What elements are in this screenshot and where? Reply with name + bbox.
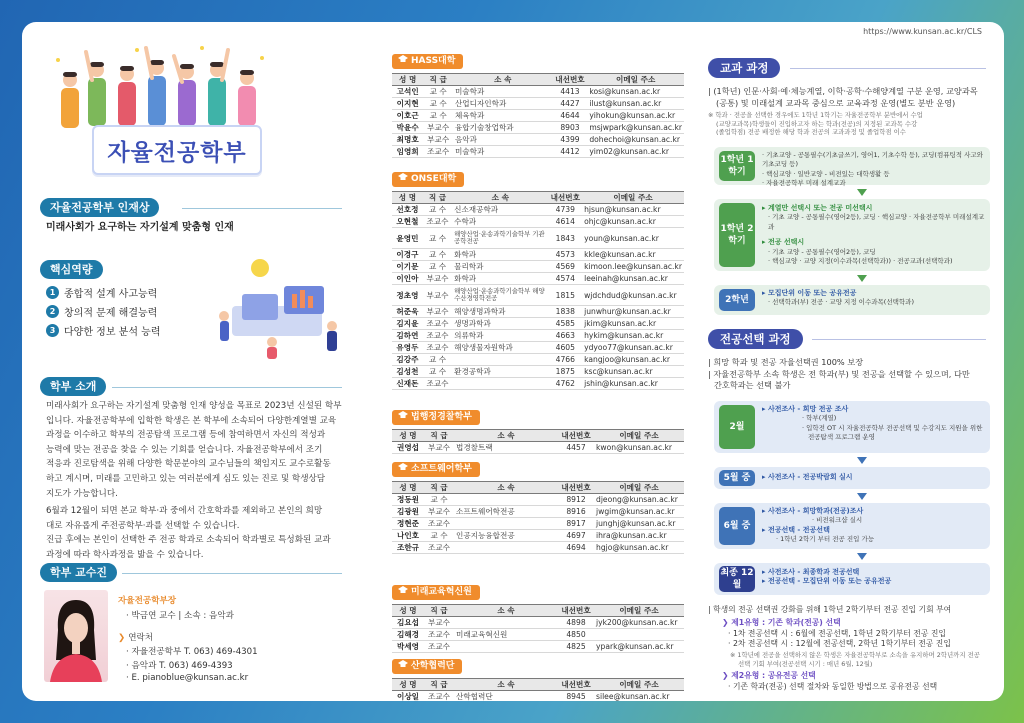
email-cell[interactable]: yim02@kunsan.ac.kr — [587, 146, 684, 158]
column-header: 이메일 주소 — [594, 605, 684, 617]
name-cell: 김강주 — [392, 354, 423, 366]
intro-paragraph: 미래사회가 요구하는 자기설계 맞춤형 인재 양성을 목표로 2023년 신설된 학부 입니다. 자율전공학부에 입학한 학생은 본 학부에 소속되어 다양한계열별 교육 과정을 이수하고 학부의 전공탐색 프로그램 등에 참여하면서 자신의 적성과 능력에 맞는 전공을 찾을 수 있는 기회를 얻습니다. 자율전공학부에서 조기 적응과 진로탐색을 위해 다양한 학문분야의 교수님들의 책임지도 교수로활동 하고 계시며, 미래를 고민하고 있는 여러분에게 심도 있는 진로 및 학생상담 지도가 가능합니다. — [46, 401, 342, 499]
ext-cell: 4605 — [548, 342, 582, 354]
research-team-illustration — [212, 256, 342, 361]
ext-cell: 4569 — [548, 261, 582, 273]
number-badge: 1 — [46, 286, 59, 299]
column-header: 이메일 주소 — [594, 430, 684, 442]
dept-cell: 생명과학과 — [452, 318, 548, 330]
stage-tag: 2학년 — [719, 289, 755, 311]
rank-cell: 부교수 — [423, 134, 453, 146]
ext-cell: 4614 — [548, 216, 582, 228]
rank-cell: 부교수 — [424, 617, 454, 629]
email-cell[interactable]: dohechoi@kunsan.ac.kr — [587, 134, 684, 146]
dept-cell: 법경찰트랙 — [454, 442, 558, 454]
faculty-table — [392, 678, 684, 701]
ext-cell: 4898 — [558, 617, 594, 629]
email-cell[interactable]: yihokun@kunsan.ac.kr — [587, 110, 684, 122]
email-cell[interactable]: silee@kunsan.ac.kr — [594, 691, 684, 702]
dept-cell — [454, 494, 558, 506]
email-cell[interactable]: kimoon.lee@kunsan.ac.kr — [582, 261, 684, 273]
major-heading: 전공선택 과정 — [708, 329, 803, 349]
rank-cell: 교 수 — [423, 366, 452, 378]
number-badge: 2 — [46, 305, 59, 318]
email-cell[interactable]: wjdchdud@kunsan.ac.kr — [582, 285, 684, 306]
ext-cell: 4663 — [548, 330, 582, 342]
major-text: | 희망 학과 및 전공 자율선택권 100% 보장 | 자율전공학부 소속 학생은 전 학과(부) 및 전공을 선택할 수 있으며, 다만 간호학과는 선택 불가 — [708, 357, 970, 390]
dept-label: HASS대학 — [392, 54, 463, 69]
rank-cell: 교 수 — [423, 98, 453, 110]
faculty-table — [392, 481, 684, 554]
name-cell: 김지윤 — [392, 318, 423, 330]
table-row — [392, 204, 684, 216]
step-tag: 6월 중 — [719, 507, 755, 545]
rank-cell: 교 수 — [423, 204, 452, 216]
dept-label: 법행정경찰학부 — [392, 410, 480, 425]
email-cell[interactable]: msjwpark@kunsan.ac.kr — [587, 122, 684, 134]
type-2: ❯ 제2유형 : 공유전공 선택 · 기존 학과(전공) 선택 절차와 동일한 방법으로 공유전공 선택 — [722, 671, 938, 691]
graduation-cap-icon — [398, 410, 408, 420]
rank-cell: 조교수 — [424, 629, 454, 641]
rank-cell: 교 수 — [424, 494, 454, 506]
left-column — [22, 22, 360, 701]
dept-cell: 해양생명과학과 — [452, 306, 548, 318]
rank-cell: 부교수 — [424, 442, 454, 454]
dept-label: ONSE대학 — [392, 172, 464, 187]
column-header: 성 명 — [392, 192, 423, 204]
prof-name: · 박금연 교수 | 소속 : 음악과 — [126, 611, 234, 621]
dept-cell: 융합기술창업학과 — [453, 122, 553, 134]
name-cell: 김성천 — [392, 366, 423, 378]
name-cell: 임영희 — [392, 146, 423, 158]
talent-text: 미래사회가 요구하는 자기설계 맞춤형 인재 — [46, 222, 234, 233]
rank-cell: 교 수 — [423, 228, 452, 249]
column-header: 내선번호 — [548, 192, 582, 204]
name-cell: 신재돈 — [392, 378, 423, 390]
table-row — [392, 228, 684, 249]
stage-tag: 1학년 2학기 — [719, 203, 755, 267]
dept-cell: 소프트웨어학전공 — [454, 506, 558, 518]
email-cell[interactable]: hjsun@kunsan.ac.kr — [582, 204, 684, 216]
table-row — [392, 530, 684, 542]
email-cell[interactable]: hykim@kunsan.ac.kr — [582, 330, 684, 342]
table-row — [392, 691, 684, 702]
dept-cell — [454, 617, 558, 629]
name-cell: 정동원 — [392, 494, 424, 506]
dept-cell: 의류학과 — [452, 330, 548, 342]
name-cell: 허준욱 — [392, 306, 423, 318]
column-header: 소 속 — [454, 605, 558, 617]
table-row — [392, 354, 684, 366]
name-cell: 나인호 — [392, 530, 424, 542]
ext-cell: 4413 — [553, 86, 588, 98]
dept-cell: 산업디자인학과 — [453, 98, 553, 110]
contact-music: · 음악과 T. 063) 469-4393 — [126, 661, 233, 671]
ext-cell: 4412 — [553, 146, 588, 158]
table-row — [392, 542, 684, 554]
divider — [790, 68, 986, 69]
ext-cell: 8917 — [558, 518, 594, 530]
divider — [122, 573, 342, 574]
rank-cell: 교 수 — [423, 261, 452, 273]
column-header: 성 명 — [392, 679, 424, 691]
rank-cell: 교 수 — [423, 354, 452, 366]
email-cell[interactable]: ohjc@kunsan.ac.kr — [582, 216, 684, 228]
table-row — [392, 641, 684, 653]
column-header: 내선번호 — [553, 74, 588, 86]
table-row — [392, 216, 684, 228]
ext-cell: 1838 — [548, 306, 582, 318]
table-row — [392, 86, 684, 98]
table-row — [392, 249, 684, 261]
column-header: 직 급 — [424, 482, 454, 494]
core-heading: 핵심역량 — [40, 260, 103, 279]
rank-cell: 조교수 — [423, 146, 453, 158]
name-cell: 조한규 — [392, 542, 424, 554]
portrait-icon — [44, 590, 108, 682]
name-cell: 정현준 — [392, 518, 424, 530]
dept-label: 미래교육혁신원 — [392, 585, 480, 600]
step-may: 5월 중 ▸ 사전조사 - 전공박람회 실시 — [714, 467, 990, 489]
ext-cell: 4762 — [548, 378, 582, 390]
graduation-cap-icon — [398, 54, 408, 64]
stage-3: 2학년 ▸ 모집단위 이동 또는 공유전공 · 선택학과(부) 전공 · 교양 지정 이수과목(선택학과) — [714, 285, 990, 315]
dept-cell: 환경공학과 — [452, 366, 548, 378]
name-cell: 박세영 — [392, 641, 424, 653]
table-row — [392, 330, 684, 342]
step-feb: 2월 ▸ 사전조사 - 희망 전공 조사 · 학부(계열) · 입학전 OT 시 자율전공학부 전공선택 및 수강지도 지원을 위한 전공탐색 프로그램 운영 — [714, 401, 990, 453]
ext-cell: 4585 — [548, 318, 582, 330]
rank-cell: 조교수 — [424, 641, 454, 653]
dept-cell: 신소재공학과 — [452, 204, 548, 216]
faculty-table — [392, 191, 684, 390]
graduation-cap-icon — [398, 585, 408, 595]
rank-cell: 조교수 — [424, 691, 454, 702]
dept-cell: 화학과 — [452, 273, 548, 285]
dept-cell: 해양산업·운송과학기술학부 해양수산경영학전공 — [452, 285, 548, 306]
name-cell: 권영섭 — [392, 442, 424, 454]
name-cell: 이기문 — [392, 261, 423, 273]
table-row — [392, 273, 684, 285]
table-row — [392, 146, 684, 158]
email-cell[interactable]: leeinah@kunsan.ac.kr — [582, 273, 684, 285]
dept-cell: 음악과 — [453, 134, 553, 146]
core-item: 2 창의적 문제 해결능력 — [46, 304, 157, 319]
column-header: 소 속 — [454, 679, 558, 691]
table-row — [392, 366, 684, 378]
ext-cell: 4457 — [558, 442, 594, 454]
curriculum-text: | (1학년) 인문·사회·예·체능계열, 이학·공학·수해양계열 구분 운영, 교양과목 (공통) 및 미래설계 교과목 중심으로 교육과정 운영(별도 분반 운영) — [708, 86, 978, 108]
email-cell[interactable]: ypark@kunsan.ac.kr — [594, 641, 684, 653]
email-cell[interactable]: ihra@kunsan.ac.kr — [594, 530, 684, 542]
divider — [812, 339, 986, 340]
name-cell: 김해경 — [392, 629, 424, 641]
dept-label: 산학협력단 — [392, 659, 462, 674]
email-cell[interactable]: kwon@kunsan.ac.kr — [594, 442, 684, 454]
ext-cell: 4766 — [548, 354, 582, 366]
arrow-down-icon — [857, 457, 867, 464]
dept-cell — [454, 641, 558, 653]
column-header: 이메일 주소 — [582, 192, 684, 204]
type-note: ※ 1학년에 전공을 선택하지 않은 학생은 자율전공학부로 소속을 유지하며 2학년까지 전공 선택 기회 부여(전공선택 시기 : 매년 6월, 12월) — [730, 651, 980, 668]
stage-1: 1학년 1학기 · 기초교양 - 공통필수(기초글쓰기, 영어1, 기초수학 등), 코딩(컴퓨팅적 사고와 기초코딩 등) · 핵심교양 · 일반교양 - 비전있는 대학생활 등 · 자율전공학부 미래 설계교과 — [714, 147, 990, 185]
ext-cell: 4574 — [548, 273, 582, 285]
column-header: 내선번호 — [558, 430, 594, 442]
table-row — [392, 134, 684, 146]
name-cell: 오현철 — [392, 216, 423, 228]
column-header: 내선번호 — [558, 482, 594, 494]
ext-cell: 4850 — [558, 629, 594, 641]
table-row — [392, 122, 684, 134]
type-1: ❯ 제1유형 : 기존 학과(전공) 선택 · 1차 전공선택 시 : 6월에 전공선택, 1학년 2학기부터 전공 진입 · 2차 전공선택 시 : 12월에 전공선택, 2학년 1학기부터 전공 진입 — [722, 618, 951, 648]
arrow-down-icon — [857, 189, 867, 196]
contact-email[interactable]: · E. pianoblue@kunsan.ac.kr — [126, 673, 249, 683]
email-cell[interactable] — [594, 629, 684, 641]
faculty-table — [392, 73, 684, 158]
dept-cell — [452, 354, 548, 366]
email-cell[interactable]: hgjo@kunsan.ac.kr — [594, 542, 684, 554]
ext-cell: 8903 — [553, 122, 588, 134]
table-row — [392, 506, 684, 518]
dept-cell: 체육학과 — [453, 110, 553, 122]
email-cell[interactable]: jkim@kunsan.ac.kr — [582, 318, 684, 330]
dept-cell — [454, 518, 558, 530]
table-row — [392, 617, 684, 629]
rank-cell: 교 수 — [424, 530, 454, 542]
ext-cell: 8945 — [558, 691, 594, 702]
column-header: 직 급 — [423, 192, 452, 204]
professor-photo — [44, 590, 108, 682]
faculty-table — [392, 429, 684, 454]
column-header: 직 급 — [423, 74, 453, 86]
column-header: 소 속 — [454, 430, 558, 442]
dept-cell: 화학과 — [452, 249, 548, 261]
rank-cell: 교 수 — [423, 86, 453, 98]
divider — [112, 387, 342, 388]
email-cell[interactable]: junghj@kunsan.ac.kr — [594, 518, 684, 530]
table-row — [392, 518, 684, 530]
ext-cell: 4739 — [548, 204, 582, 216]
name-cell: 최명호 — [392, 134, 423, 146]
rank-cell: 부교수 — [423, 122, 453, 134]
column-header: 이메일 주소 — [594, 679, 684, 691]
dept-cell: 수학과 — [452, 216, 548, 228]
table-row — [392, 318, 684, 330]
name-cell: 김광원 — [392, 506, 424, 518]
table-row — [392, 378, 684, 390]
email-cell[interactable]: jwgim@kunsan.ac.kr — [594, 506, 684, 518]
rank-cell: 부교수 — [423, 306, 452, 318]
arrow-down-icon — [857, 493, 867, 500]
core-item: 1 종합적 설계 사고능력 — [46, 285, 157, 300]
stage-tag: 1학년 1학기 — [719, 151, 755, 181]
column-header: 소 속 — [454, 482, 558, 494]
ext-cell: 1875 — [548, 366, 582, 378]
rank-cell: 조교수 — [423, 318, 452, 330]
email-cell[interactable]: youn@kunsan.ac.kr — [582, 228, 684, 249]
column-header: 내선번호 — [558, 605, 594, 617]
ext-cell: 4573 — [548, 249, 582, 261]
name-cell: 고석인 — [392, 86, 423, 98]
ext-cell: 4825 — [558, 641, 594, 653]
name-cell: 박윤수 — [392, 122, 423, 134]
brochure-page — [22, 22, 1004, 701]
curriculum-note: ※ 학과 · 전공을 선택한 경우에도 1학년 1학기는 자율전공학부 분반에서 수업 (교양교과목)학생들이 진입하고자 하는 학과(전공)의 지정된 교과목 수강 (졸업학점) 전공 배정한 해당 학과 전공의 교과과정 및 졸업학점 이수 — [708, 111, 923, 137]
email-cell[interactable]: kkle@kunsan.ac.kr — [582, 249, 684, 261]
name-cell: 정초영 — [392, 285, 423, 306]
column-header: 성 명 — [392, 430, 424, 442]
table-row — [392, 285, 684, 306]
name-cell: 이상일 — [392, 691, 424, 702]
email-cell[interactable]: junwhur@kunsan.ac.kr — [582, 306, 684, 318]
column-header: 내선번호 — [558, 679, 594, 691]
dept-cell: 미술학과 — [453, 86, 553, 98]
rank-cell: 조교수 — [424, 518, 454, 530]
arrow-down-icon — [857, 275, 867, 282]
column-header: 이메일 주소 — [587, 74, 684, 86]
column-header: 성 명 — [392, 482, 424, 494]
column-header: 이메일 주소 — [594, 482, 684, 494]
step-jun: 6월 중 ▸ 사전조사 - 희망학과(전공)조사 · 비전워크샵 실시 ▸ 전공선택 - 전공선택 · 1학년 2학기 부터 전공 진입 가능 — [714, 503, 990, 549]
name-cell: 이경구 — [392, 249, 423, 261]
arrow-down-icon — [857, 553, 867, 560]
curriculum-heading: 교과 과정 — [708, 58, 780, 78]
rank-cell: 조교수 — [423, 216, 452, 228]
email-cell[interactable]: kangjoo@kunsan.ac.kr — [582, 354, 684, 366]
column-header: 소 속 — [453, 74, 553, 86]
email-cell[interactable]: jshin@kunsan.ac.kr — [582, 378, 684, 390]
number-badge: 3 — [46, 324, 59, 337]
column-header: 성 명 — [392, 74, 423, 86]
step-tag: 2월 — [719, 405, 755, 449]
table-row — [392, 494, 684, 506]
column-header: 직 급 — [424, 679, 454, 691]
email-cell[interactable]: kosi@kunsan.ac.kr — [587, 86, 684, 98]
rank-cell: 조교수 — [424, 542, 454, 554]
ext-cell: 4697 — [558, 530, 594, 542]
core-item: 3 다양한 정보 분석 능력 — [46, 323, 160, 338]
table-row — [392, 306, 684, 318]
ext-cell: 1815 — [548, 285, 582, 306]
name-cell: 이지현 — [392, 98, 423, 110]
email-cell[interactable]: ydyoo77@kunsan.ac.kr — [582, 342, 684, 354]
faculty-column — [360, 22, 690, 701]
name-cell: 이인아 — [392, 273, 423, 285]
table-row — [392, 98, 684, 110]
column-header: 소 속 — [452, 192, 548, 204]
dept-cell — [452, 378, 548, 390]
faculty-table — [392, 604, 684, 653]
dept-cell: 물리학과 — [452, 261, 548, 273]
step-dec: 최종 12월 ▸ 사전조사 - 최종학과 전공선택 ▸ 전공선택 - 모집단위 이동 또는 공유전공 — [714, 563, 990, 595]
dept-cell: 해양생물자원학과 — [452, 342, 548, 354]
intro-paragraph-2: 6월과 12월이 되면 본교 학부·과 중에서 간호학과를 제외하고 본인의 희망 대로 자유롭게 주전공학부·과를 선택할 수 있습니다. 진급 후에는 본인이 선택한 주 전공 학과로 소속되어 학과별로 특성화된 교과 과정에 따라 학사과정을 밟을 수 있습니다. — [46, 506, 331, 560]
column-header: 직 급 — [424, 605, 454, 617]
column-header: 성 명 — [392, 605, 424, 617]
step-tag: 5월 중 — [719, 470, 755, 486]
rank-cell: 조교수 — [423, 330, 452, 342]
rank-cell: 부교수 — [424, 506, 454, 518]
talent-heading: 자율전공학부 인재상 — [40, 198, 159, 217]
ext-cell: 4644 — [553, 110, 588, 122]
rank-cell: 부교수 — [423, 285, 452, 306]
contact-dept: · 자율전공학부 T. 063) 469-4301 — [126, 647, 258, 657]
entry-note: | 학생의 전공 선택권 강화를 위해 1학년 2학기부터 전공 진입 기회 부여 — [708, 605, 952, 614]
table-row — [392, 442, 684, 454]
dept-cell: 인공지능융합전공 — [454, 530, 558, 542]
name-cell: 김요섭 — [392, 617, 424, 629]
name-cell: 선호정 — [392, 204, 423, 216]
rank-cell: 교 수 — [423, 110, 453, 122]
graduation-cap-icon — [398, 172, 408, 182]
dept-cell: 미술학과 — [453, 146, 553, 158]
table-row — [392, 342, 684, 354]
name-cell: 김하연 — [392, 330, 423, 342]
table-row — [392, 110, 684, 122]
hero-title: 자율전공학부 — [92, 125, 262, 175]
intro-heading: 학부 소개 — [40, 377, 106, 396]
email-cell[interactable]: jyk200@kunsan.ac.kr — [594, 617, 684, 629]
table-row — [392, 629, 684, 641]
ext-cell: 4694 — [558, 542, 594, 554]
prof-role: 자율전공학부장 — [118, 596, 177, 606]
site-url[interactable]: https://www.kunsan.ac.kr/CLS — [863, 27, 982, 36]
step-tag: 최종 12월 — [720, 568, 754, 590]
rank-cell: 교 수 — [423, 249, 452, 261]
ext-cell: 4427 — [553, 98, 588, 110]
dept-cell — [454, 542, 558, 554]
email-cell[interactable]: ksc@kunsan.ac.kr — [582, 366, 684, 378]
right-column — [690, 22, 1004, 701]
graduation-cap-icon — [398, 462, 408, 472]
ext-cell: 4399 — [553, 134, 588, 146]
name-cell: 이호근 — [392, 110, 423, 122]
dept-cell: 해양산업·운송과학기술학부 기관공학전공 — [452, 228, 548, 249]
ext-cell: 1843 — [548, 228, 582, 249]
prof-heading: 학부 교수진 — [40, 563, 117, 582]
graduation-cap-icon — [398, 659, 408, 669]
rank-cell: 부교수 — [423, 273, 452, 285]
dept-cell: 산학협력단 — [454, 691, 558, 702]
dept-cell: 미래교육혁신원 — [454, 629, 558, 641]
ext-cell: 8916 — [558, 506, 594, 518]
email-cell[interactable]: ilust@kunsan.ac.kr — [587, 98, 684, 110]
hero — [42, 40, 272, 198]
email-cell[interactable]: djeong@kunsan.ac.kr — [594, 494, 684, 506]
name-cell: 유영두 — [392, 342, 423, 354]
name-cell: 윤영민 — [392, 228, 423, 249]
stage-2: 1학년 2학기 ▸ 계열만 선택시 또는 전공 미선택시 · 기초 교양 - 공통필수(영어2등), 코딩 · 핵심교양 · 자율전공학부 미래설계교과 ▸ 전공 선택시 · 기초 교양 - 공통필수(영어2등), 코딩 · 핵심교양 · 교양 지정(이수과목(선택학과)) · 전공교과(선택학과) — [714, 199, 990, 271]
contact-label: ❯ 연락처 — [118, 633, 154, 643]
divider — [182, 208, 342, 209]
rank-cell: 조교수 — [423, 378, 452, 390]
dept-label: 소프트웨어학부 — [392, 462, 480, 477]
table-row — [392, 261, 684, 273]
ext-cell: 8912 — [558, 494, 594, 506]
rank-cell: 조교수 — [423, 342, 452, 354]
column-header: 직 급 — [424, 430, 454, 442]
